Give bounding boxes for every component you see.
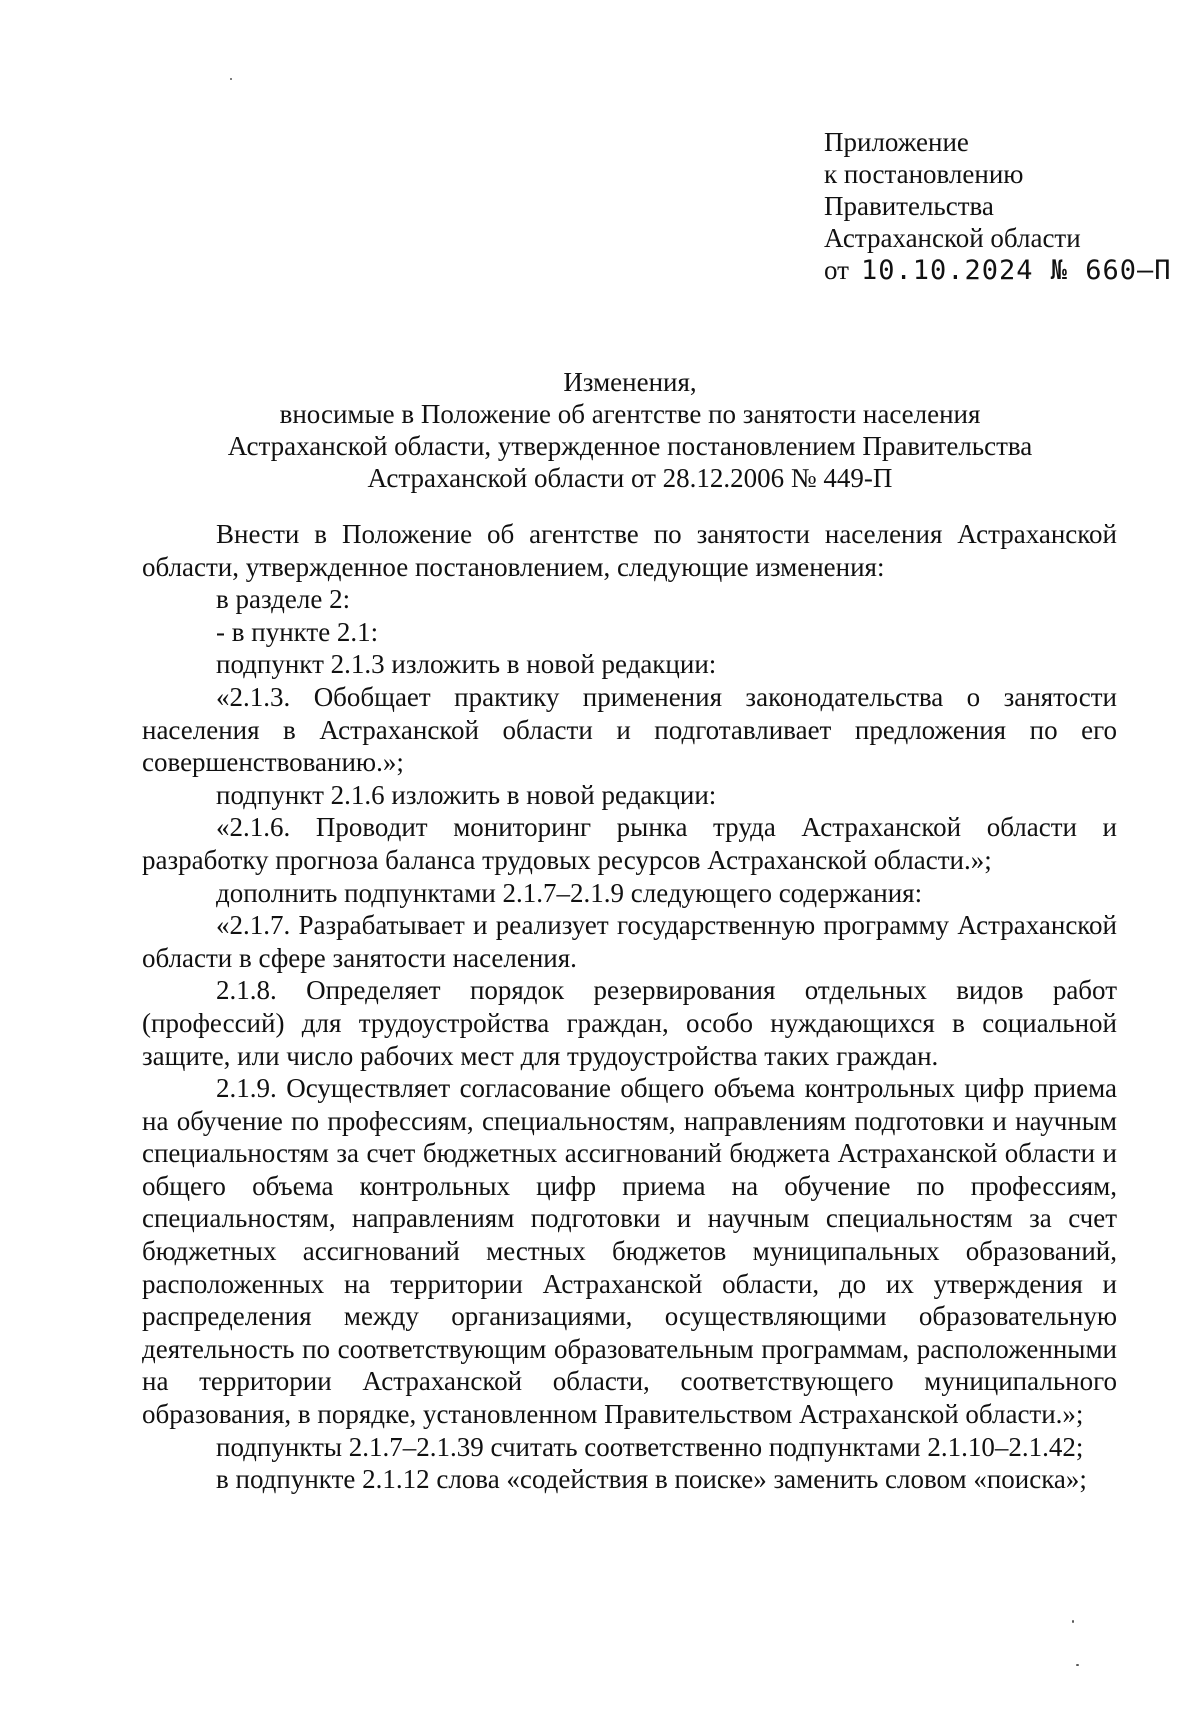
body-paragraph: 2.1.9. Осуществляет согласование общего объема контрольных цифр приема на обучение по профессиям, специальностям, направлениям подготовки и научным специальностям за счет бюджетных ассигнований бюджета Астраханской области и общего объема контрольных цифр приема на обучение по профессиям, специальностям, направлениям подготовки и научным специальностям за счет бюджетных ассигнований местных бюджетов муниципальных образований, расположенных на территории Астраханской области, до их утверждения и распределения между организациями, осуществляющими образовательную деятельность по соответствующим образовательным программам, расположенными на территории Астраханской области, соответствующего муниципального образования, в порядке, установленном Правительством Астраханской области.»; bbox=[142, 1073, 1117, 1430]
document-title bbox=[130, 366, 1130, 494]
appendix-date-line bbox=[824, 254, 1172, 287]
body-paragraph: подпункты 2.1.7–2.1.39 считать соответственно подпунктами 2.1.10–2.1.42; bbox=[216, 1431, 1084, 1462]
body-paragraph: 2.1.8. Определяет порядок резервирования отдельных видов работ (профессий) для трудоустройства граждан, особо нуждающихся в социальной защите, или число рабочих мест для трудоустройства таких граждан. bbox=[142, 975, 1117, 1071]
appendix-header bbox=[824, 126, 1172, 287]
date-stamp: 10.10.2024 № 660–П bbox=[860, 255, 1172, 286]
document-body bbox=[142, 518, 1117, 1496]
appendix-line: Приложение bbox=[824, 127, 969, 157]
body-paragraph: в разделе 2: bbox=[216, 584, 351, 615]
scan-speck bbox=[1076, 1664, 1079, 1666]
scan-speck bbox=[1072, 1620, 1074, 1623]
body-paragraph: дополнить подпунктами 2.1.7–2.1.9 следующего содержания: bbox=[216, 877, 923, 908]
scan-speck bbox=[230, 78, 232, 80]
title-line: Астраханской области от 28.12.2006 № 449-П bbox=[367, 463, 893, 493]
title-line: Изменения, bbox=[563, 367, 697, 397]
appendix-line: Астраханской области bbox=[824, 223, 1081, 253]
body-paragraph: подпункт 2.1.6 изложить в новой редакции: bbox=[216, 779, 717, 810]
appendix-line: Правительства bbox=[824, 191, 994, 221]
body-paragraph: в подпункте 2.1.12 слова «содействия в поиске» заменить словом «поиска»; bbox=[216, 1464, 1087, 1495]
appendix-line: к постановлению bbox=[824, 159, 1024, 189]
title-line: вносимые в Положение об агентстве по занятости населения bbox=[279, 399, 981, 429]
date-prefix: от bbox=[824, 255, 849, 285]
body-paragraph: «2.1.7. Разрабатывает и реализует государственную программу Астраханской области в сфере занятости населения. bbox=[142, 910, 1117, 973]
body-paragraph: Внести в Положение об агентстве по занятости населения Астраханской области, утвержденное постановлением, следующие изменения: bbox=[142, 519, 1117, 582]
body-paragraph: подпункт 2.1.3 изложить в новой редакции: bbox=[216, 649, 717, 680]
title-line: Астраханской области, утвержденное постановлением Правительства bbox=[227, 431, 1033, 461]
body-paragraph: «2.1.3. Обобщает практику применения законодательства о занятости населения в Астраханской области и подготавливает предложения по его совершенствованию.»; bbox=[142, 681, 1117, 778]
body-paragraph: - в пункте 2.1: bbox=[216, 616, 379, 647]
body-paragraph: «2.1.6. Проводит мониторинг рынка труда Астраханской области и разработку прогноза баланса трудовых ресурсов Астраханской области.»; bbox=[142, 812, 1117, 875]
